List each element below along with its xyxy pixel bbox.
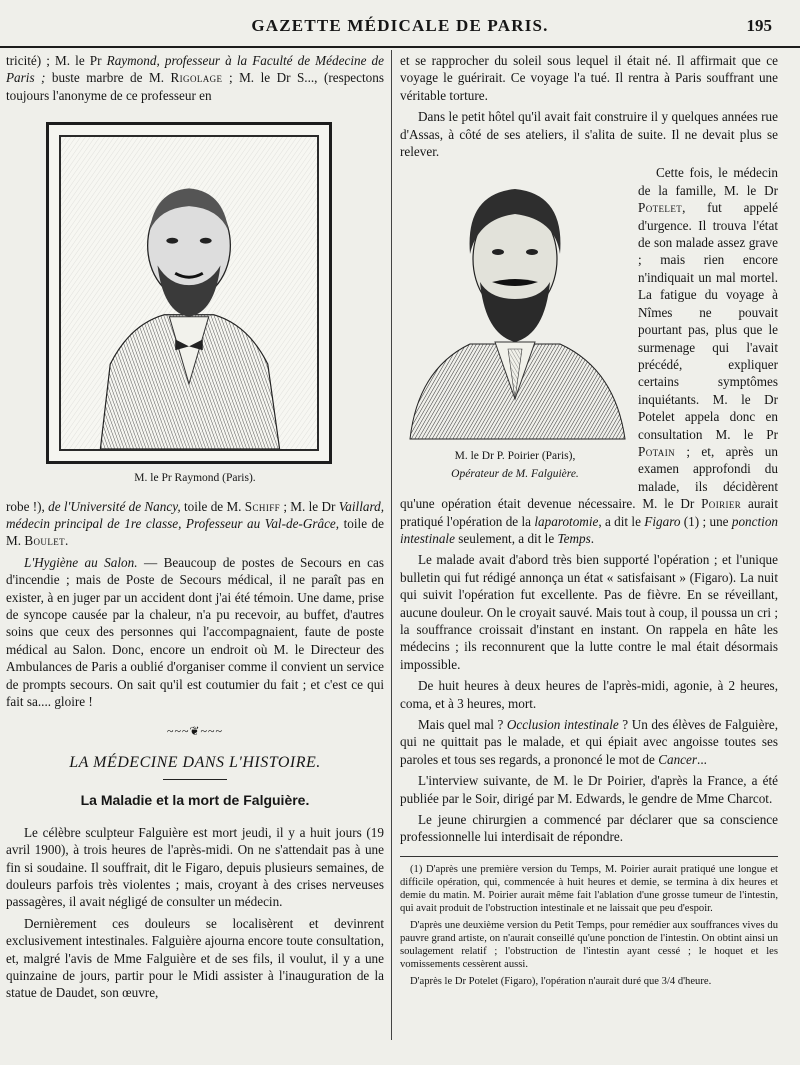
right-paragraph-8: Le jeune chirurgien a commencé par déclarer que sa conscience professionnelle lui interdisait de répondre. bbox=[400, 812, 778, 845]
poirier-caption bbox=[400, 448, 630, 483]
raymond-portrait-frame bbox=[46, 122, 332, 464]
article-paragraph-2: Dernièrement ces douleurs se localisèrent et devinrent exclusivement intestinales. Falguière ajourna encore toute consultation, et, malgré l'avis de Mme Falguière et de ses fils, il voulut, il y a une quinzaine de jours, partir pour le Midi assister à l'inauguration de la statue de Daudet, son œuvre, bbox=[6, 915, 384, 1001]
article-paragraph-1: Le célèbre sculpteur Falguière est mort jeudi, il y a huit jours (19 avril 1900), à trois heures de l'après-midi. On ne s'attendait pas à une fin si soudaine. Il souffrait, dit le Figaro, depuis plusieurs semaines, de douleurs parfois très violentes ; mais, croyant à des crises nerveuses passagères, il avait négligé de consulter un médecin. bbox=[6, 824, 384, 910]
footnotes bbox=[400, 856, 778, 988]
hygiene-paragraph: L'Hygiène au Salon. — Beaucoup de postes de Secours en cas d'incendie ; mais de Poste de Secours médical, il ne paraît pas en exister, à en juger par un accident dont j'ai été témoin. Une dame, prise de syncope causée par la chaleur, n'a pu recevoir, au buffet, d'autres soins que ceux des personnes qui l'accompagnaient, faute de poste médical au Salon. Donc, encore un endroit où M. le Directeur des Ambulances de Paris a oublié d'organiser comme il convient un service de prompts secours. On sait qu'il est coutumier du fait ; et c'est ce qui fait sa.... gloire ! bbox=[6, 554, 384, 710]
page-header bbox=[0, 0, 800, 48]
title-rule bbox=[163, 779, 227, 780]
right-paragraph-1: et se rapprocher du soleil sous lequel il était né. Il affirmait que ce voyage le guérirait. Ce voyage l'a tué. Il rentra à Paris souffrant une véritable torture. bbox=[400, 53, 778, 103]
right-paragraph-7: L'interview suivante, de M. le Dr Poirier, d'après la France, a été publiée par le Soir, dirigé par M. Edwards, le gendre de Mme Charcot. bbox=[400, 773, 778, 806]
page-number: 195 bbox=[746, 16, 772, 35]
right-column bbox=[400, 52, 778, 991]
right-paragraph-2: Dans le petit hôtel qu'il avait fait construire il y quelques années rue d'Assas, à côté de ses ateliers, il s'alita de suite. Il ne devait plus se relever. bbox=[400, 109, 778, 160]
right-paragraph-4: Le malade avait d'abord très bien supporté l'opération ; et l'unique bulletin qui fut rédigé annonça un état « satisfaisant » (Figaro). La nuit qui suivit l'opération fut excellente. Pas de fièvre. En se réveillant, aucune douleur. On le croyait sauvé. Mais tout à coup, il poussa un cri ; la souffrance croissait d'instant en instant. On rappela en hâte les médecins ; ils reconnurent que la lutte contre le mal était désormais impossible. bbox=[400, 552, 778, 672]
section-ornament: ~~~❦~~~ bbox=[166, 723, 223, 738]
right-paragraph-6: Mais quel mal ? Occlusion intestinale ? Un des élèves de Falguière, qui ne quittait pas le malade, et qui épiait avec angoisse toutes ses paroles et tous ses regards, a prononcé le mot de Cancer... bbox=[400, 717, 778, 767]
footnote-2: D'après une deuxième version du Petit Temps, pour remédier aux souffrances vives du pauvre grand artiste, on n'aurait conseillé qu'une ponction de l'intestin. On obtint ainsi un soulagement relatif ; l'obstruction de l'intestin ayant cessé ; le hoquet et les vomissements cessèrent aussi. bbox=[400, 919, 778, 971]
poirier-portrait bbox=[400, 164, 630, 444]
footnote-3: D'après le Dr Potelet (Figaro), l'opération n'aurait duré que 3/4 d'heure. bbox=[410, 975, 712, 987]
left-intro: tricité) ; M. le Pr Raymond, professeur à la Faculté de Médecine de Paris ; buste marbre de M. Rigolage ; M. le Dr S..., (respectons toujours l'anonyme de ce professeur en bbox=[6, 53, 384, 103]
section-title: LA MÉDECINE DANS L'HISTOIRE. bbox=[69, 753, 321, 771]
raymond-portrait bbox=[59, 135, 319, 451]
poirier-figure bbox=[400, 164, 630, 483]
raymond-caption: M. le Pr Raymond (Paris). bbox=[134, 472, 256, 485]
left-continuation: robe !), de l'Université de Nancy, toile de M. Schiff ; M. le Dr Vaillard, médecin principal de 1re classe, Professeur au Val-de-Grâce, toile de M. Boulet. bbox=[6, 498, 384, 549]
column-divider bbox=[391, 50, 392, 1040]
poirier-caption-sub: Opérateur de M. Falguière. bbox=[451, 467, 579, 480]
poirier-caption-main: M. le Dr P. Poirier (Paris), bbox=[454, 450, 576, 463]
journal-title: GAZETTE MÉDICALE DE PARIS. bbox=[251, 16, 549, 35]
left-column bbox=[6, 52, 384, 1006]
article-title: La Maladie et la mort de Falguière. bbox=[80, 792, 310, 809]
footnote-1: (1) D'après une première version du Temps, M. Poirier aurait pratiqué une longue et difficile opération, qui, commencée à huit heures et demie, se termina à dix heures et demie du matin. M. Poirier aurait même fait l'ablation d'une grosse tumeur de l'intestin, qui avait produit de l'obstruction intestinale et ne laissait que peu d'espoir. bbox=[400, 863, 778, 915]
right-paragraph-5: De huit heures à deux heures de l'après-midi, agonie, à 2 heures, coma, et à 3 heures, mort. bbox=[400, 678, 778, 711]
right-paragraph-3: Cette fois, le médecin de la famille, M. le Dr Potelet, fut appelé d'urgence. Il trouva l'état de son malade assez grave ; mais rien encore n'indiquait un mal mortel. La fatigue du voyage à Nîmes ne pouvait pourtant pas, plus que le surmenage qui l'avait précédé, expliquer certains symptômes inquiétants. M. le Dr Potelet appela donc en consultation M. le Pr Potain ; et, après un examen approfondi du malade, ils décidèrent qu'une opération était devenue nécessaire. M. le Dr Poirier aurait pratiqué l'opération de la laparotomie, a dit le Figaro (1) ; une ponction intestinale seulement, a dit le Temps. bbox=[400, 165, 779, 546]
